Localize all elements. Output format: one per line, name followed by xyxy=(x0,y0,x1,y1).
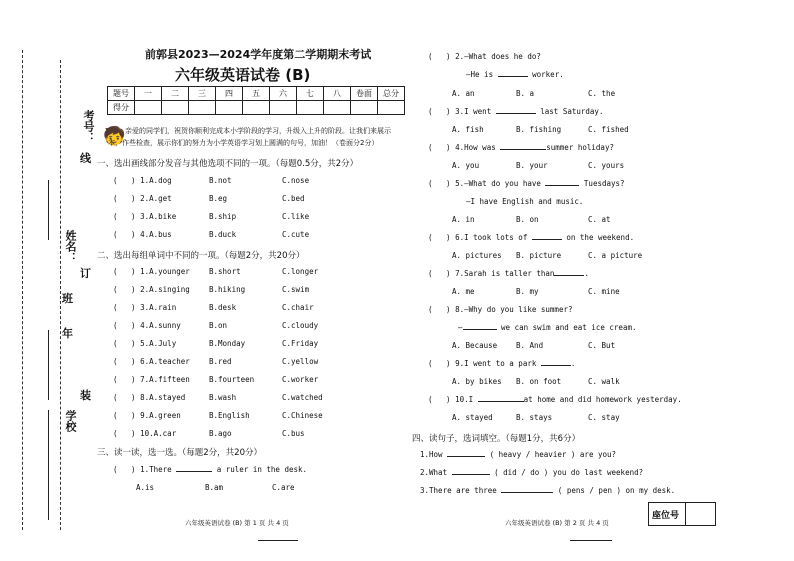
option-a: A. pictures xyxy=(452,251,502,260)
option-b: B.ship xyxy=(209,212,237,221)
list-item: ( ) 3.A.bike xyxy=(113,212,177,221)
answer-blank[interactable] xyxy=(541,365,571,366)
score-cell[interactable] xyxy=(324,101,351,115)
question-3-1: ( ) 1.There a ruler in the desk. xyxy=(113,465,308,474)
margin-label-exam-no: 考号： xyxy=(82,110,95,143)
score-cell-label: 得分 xyxy=(108,101,135,115)
question-3-5-line2: —I have English and music. xyxy=(466,197,584,206)
seat-number-box xyxy=(648,502,716,526)
question-3-8: ( ) 8.—Why do you like summer? xyxy=(428,305,573,314)
margin-label-zhuang: 装 xyxy=(80,389,91,402)
question-3-9: ( ) 9.I went to a park . xyxy=(428,359,576,368)
score-table xyxy=(107,86,405,115)
score-cell[interactable] xyxy=(378,101,405,115)
answer-blank[interactable] xyxy=(545,185,579,186)
option-b: B.wash xyxy=(209,393,237,402)
intro-line-1: 亲爱的同学们，祝贺你顺利完成本小学阶段的学习，升级入上升的阶段。让我们来展示 xyxy=(125,127,391,135)
option-b: B.ago xyxy=(209,429,232,438)
score-cell[interactable] xyxy=(135,101,162,115)
option-b: B. fishing xyxy=(516,125,562,134)
question-3-7: ( ) 7.Sarah is taller than . xyxy=(428,269,589,278)
list-item: ( ) 4.A.bus xyxy=(113,230,172,239)
option-b: B.eg xyxy=(209,194,228,203)
section-4-heading: 四、读句子，选词填空。（每题1分，共6分） xyxy=(412,434,581,444)
score-cell[interactable] xyxy=(351,101,378,115)
option-c: C.watched xyxy=(282,393,323,402)
option-b: B.hiking xyxy=(209,285,246,294)
option-c: C.bed xyxy=(282,194,305,203)
option-c: C.cute xyxy=(282,230,310,239)
answer-blank[interactable] xyxy=(554,275,584,276)
option-a: A.is xyxy=(136,483,155,492)
score-cell[interactable] xyxy=(270,101,297,115)
list-item: ( ) 2.A.singing xyxy=(113,285,190,294)
score-cell[interactable] xyxy=(243,101,270,115)
exam-title: 前郭县2023—2024学年度第二学期期末考试 xyxy=(145,48,372,61)
score-head-3: 三 xyxy=(189,87,216,101)
binding-line-inner xyxy=(60,60,61,530)
question-3-8-line2: — we can swim and eat ice cream. xyxy=(458,323,637,332)
option-b: B.English xyxy=(209,411,250,420)
section-2-heading: 二、选出每组单词中不同的一项。（每题2分，共20分） xyxy=(97,251,305,261)
option-b: B.not xyxy=(209,176,232,185)
margin-label-xian: 线 xyxy=(80,152,91,165)
list-item: ( ) 3.A.rain xyxy=(113,303,177,312)
section-3-heading: 三、读一读，选一选。（每题2分，共20分） xyxy=(97,448,262,458)
option-a: A. in xyxy=(452,215,475,224)
school-field-line xyxy=(48,410,49,520)
list-item: ( ) 1.A.dog xyxy=(113,176,172,185)
option-c: C.nose xyxy=(282,176,310,185)
option-c: C.worker xyxy=(282,375,319,384)
seat-label: 座位号 xyxy=(652,511,680,521)
option-c: C. the xyxy=(588,89,616,98)
score-cell[interactable] xyxy=(297,101,324,115)
answer-blank[interactable] xyxy=(532,239,562,240)
option-a: A. an xyxy=(452,89,475,98)
class-field-line xyxy=(48,330,49,400)
footer-page-2: 六年级英语试卷 (B) 第 2 页 共 4 页 xyxy=(505,519,609,527)
option-c: C.yellow xyxy=(282,357,319,366)
option-b: B. on xyxy=(516,215,539,224)
margin-label-school: 学校 xyxy=(64,410,77,432)
option-a: A. fish xyxy=(452,125,484,134)
section-1-heading: 一、选出画线部分发音与其他选项不同的一项。（每题0.5分，共2分） xyxy=(97,159,359,169)
question-3-2: ( ) 2.—What does he do? xyxy=(428,52,541,61)
footer-rule xyxy=(570,540,612,541)
score-head-0: 题号 xyxy=(108,87,135,101)
score-head-9: 卷面 xyxy=(351,87,378,101)
option-c: C.swim xyxy=(282,285,310,294)
footer-page-1: 六年级英语试卷 (B) 第 1 页 共 4 页 xyxy=(185,519,289,527)
option-c: C. yours xyxy=(588,161,625,170)
score-cell[interactable] xyxy=(189,101,216,115)
option-c: C. at xyxy=(588,215,611,224)
student-figure-icon: 🧒 xyxy=(103,126,126,147)
score-head-1: 一 xyxy=(135,87,162,101)
option-c: C. a picture xyxy=(588,251,643,260)
margin-label-class: 班 xyxy=(62,292,73,305)
answer-blank[interactable] xyxy=(463,329,497,330)
list-item: ( ) 9.A.green xyxy=(113,411,181,420)
answer-blank[interactable] xyxy=(452,474,490,475)
option-b: B.red xyxy=(209,357,232,366)
answer-blank[interactable] xyxy=(478,401,524,402)
question-3-4: ( ) 4.How was summer holiday? xyxy=(428,143,614,152)
question-3-6: ( ) 6.I took lots of on the weekend. xyxy=(428,233,635,242)
option-b: B. a xyxy=(516,89,535,98)
option-c: C. stay xyxy=(588,413,620,422)
fill-question-2: 2.What ( did / do ) you do last weekend? xyxy=(420,468,644,477)
answer-blank[interactable] xyxy=(500,149,546,150)
question-3-2-line2: —He is worker. xyxy=(466,70,564,79)
seat-number-field[interactable] xyxy=(685,503,715,525)
answer-blank[interactable] xyxy=(501,492,553,493)
score-head-8: 八 xyxy=(324,87,351,101)
option-a: A. by bikes xyxy=(452,377,502,386)
list-item: ( ) 4.A.sunny xyxy=(113,321,181,330)
option-a: A. stayed xyxy=(452,413,493,422)
score-head-4: 四 xyxy=(216,87,243,101)
name-field-line xyxy=(48,180,49,240)
margin-label-grade: 年 xyxy=(62,327,73,340)
option-b: B.on xyxy=(209,321,228,330)
option-c: C. walk xyxy=(588,377,620,386)
intro-line-2: 本，作些检查，展示你们的努力为小学英语学习划上圆满的句号，加油！（卷面分2分） xyxy=(108,139,379,147)
option-c: C.are xyxy=(272,483,295,492)
option-b: B. my xyxy=(516,287,539,296)
option-b: B.duck xyxy=(209,230,237,239)
footer-rule xyxy=(258,540,298,541)
list-item: ( ) 8.A.stayed xyxy=(113,393,186,402)
answer-blank[interactable] xyxy=(496,113,536,114)
option-c: C.longer xyxy=(282,267,319,276)
option-c: C.chair xyxy=(282,303,314,312)
option-a: A. you xyxy=(452,161,480,170)
option-c: C.Friday xyxy=(282,339,319,348)
option-b: B.Monday xyxy=(209,339,246,348)
binding-line-outer xyxy=(22,50,23,530)
option-c: C.cloudy xyxy=(282,321,319,330)
option-a: A. me xyxy=(452,287,475,296)
option-b: B.desk xyxy=(209,303,237,312)
option-c: C.Chinese xyxy=(282,411,323,420)
margin-label-name: 姓名： xyxy=(64,230,77,263)
option-c: C.bus xyxy=(282,429,305,438)
score-head-7: 七 xyxy=(297,87,324,101)
option-b: B. your xyxy=(516,161,548,170)
list-item: ( ) 7.A.fifteen xyxy=(113,375,190,384)
option-b: B. picture xyxy=(516,251,562,260)
option-b: B.short xyxy=(209,267,241,276)
score-head-2: 二 xyxy=(162,87,189,101)
list-item: ( ) 1.A.younger xyxy=(113,267,190,276)
option-b: B. on foot xyxy=(516,377,562,386)
score-cell[interactable] xyxy=(216,101,243,115)
answer-blank[interactable] xyxy=(498,76,528,77)
option-c: C. mine xyxy=(588,287,620,296)
option-b: B.am xyxy=(205,483,224,492)
list-item: ( ) 10.A.car xyxy=(113,429,177,438)
fill-question-1: 1.How ( heavy / heavier ) are you? xyxy=(420,450,617,459)
answer-blank[interactable] xyxy=(176,471,212,472)
list-item: ( ) 6.A.teacher xyxy=(113,357,190,366)
option-b: B. And xyxy=(516,341,544,350)
option-b: B. stays xyxy=(516,413,553,422)
option-c: C. fished xyxy=(588,125,629,134)
list-item: ( ) 5.A.July xyxy=(113,339,177,348)
option-c: C.like xyxy=(282,212,310,221)
score-head-6: 六 xyxy=(270,87,297,101)
option-b: B.fourteen xyxy=(209,375,255,384)
score-head-5: 五 xyxy=(243,87,270,101)
list-item: ( ) 2.A.get xyxy=(113,194,172,203)
fill-question-3: 3.There are three ( pens / pen ) on my desk. xyxy=(420,486,676,495)
exam-subtitle: 六年级英语试卷 (B) xyxy=(175,66,311,84)
question-3-10: ( ) 10.I at home and did homework yesterday. xyxy=(428,395,682,404)
score-cell[interactable] xyxy=(162,101,189,115)
option-c: C. But xyxy=(588,341,616,350)
margin-label-ding: 订 xyxy=(80,267,91,280)
question-3-5: ( ) 5.—What do you have Tuesdays? xyxy=(428,179,625,188)
answer-blank[interactable] xyxy=(447,456,485,457)
question-3-3: ( ) 3.I went last Saturday. xyxy=(428,107,604,116)
score-head-10: 总分 xyxy=(378,87,405,101)
option-a: A. Because xyxy=(452,341,498,350)
